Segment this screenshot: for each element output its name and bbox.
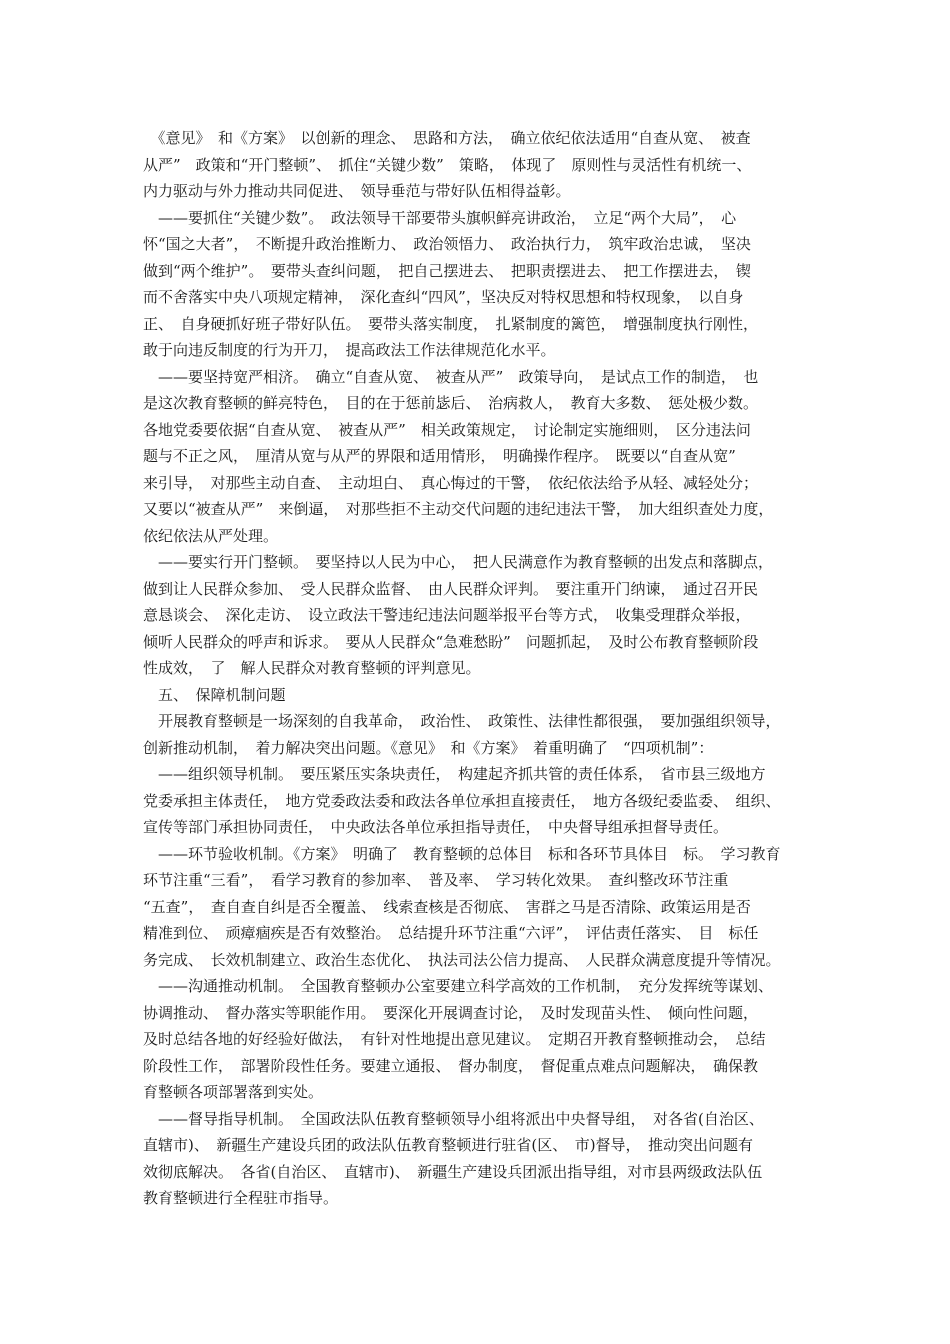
text-line: 做到“两个维护”。 要带头查纠问题， 把自己摆进去、 把职责摆进去、 把工作摆进去， 锲 [143,261,751,280]
text-line: 性成效， 了 解人民群众对教育整顿的评判意见。 [143,659,481,677]
text-line: 正、 自身硬抓好班子带好队伍。 要带头落实制度， 扎紧制度的篱笆， 增强制度执行刚性， [143,314,759,333]
text-line: ——环节验收机制。《方案》 明确了 教育整顿的总体目 标和各环节具体目 标。 学习教育 [143,844,781,863]
text-line: 各地党委要依据“自查从宽、 被查从严” 相关政策规定， 讨论制定实施细则， 区分违法问 [143,420,751,439]
text-line: 做到让人民群众参加、 受人民群众监督、 由人民群众评判。 要注重开门纳谏， 通过召开民 [143,579,759,598]
text-line: 务完成、 长效机制建立、政治生态优化、 执法司法公信力提高、 人民群众满意度提升等情况。 [143,950,781,969]
text-line: 直辖市)、 新疆生产建设兵团的政法队伍教育整顿进行驻省(区、 市)督导， 推动突出问题有 [143,1136,754,1154]
text-line: 协调推动、 督办落实等职能作用。 要深化开展调查讨论， 及时发现苗头性、 倾向性问题， [143,1003,759,1022]
document-body [143,125,823,1212]
text-line: 是这次教育整顿的鲜亮特色， 目的在于惩前毖后、 治病救人， 教育大多数、 惩处极少数。 [143,394,759,412]
text-line: 教育整顿进行全程驻市指导。 [143,1189,339,1207]
text-line: 精准到位、 顽瘴痼疾是否有效整治。 总结提升环节注重“六评”， 评估责任落实、 目 标任 [143,924,759,942]
text-line: 依纪依法从严处理。 [143,526,279,545]
text-line: 敢于向违反制度的行为开刀， 提高政法工作法律规范化水平。 [143,341,556,359]
text-line: 《意见》 和《方案》 以创新的理念、 思路和方法， 确立依纪依法适用“自查从宽、 被查 [143,129,751,147]
text-line: 宣传等部门承担协同责任， 中央政法各单位承担指导责任， 中央督导组承担督导责任。 [143,818,729,836]
text-line: 阶段性工作， 部署阶段性任务。要建立通报、 督办制度， 督促重点难点问题解决， 确保教 [143,1056,759,1075]
text-line: 创新推动机制， 着力解决突出问题。《意见》 和《方案》 着重明确了 “四项机制”： [143,738,714,757]
text-line: ——沟通推动机制。 全国教育整顿办公室要建立科学高效的工作机制， 充分发挥统等谋划、 [143,977,774,995]
text-line: 来引导， 对那些主动自查、 主动坦白、 真心悔过的干警， 依纪依法给予从轻、减轻处分； [143,473,759,492]
text-line: 从严” 政策和“开门整顿”、 抓住“关键少数” 策略， 体现了 原则性与灵活性有机统一、 [143,155,752,174]
text-line: ——要抓住“关键少数”。 政法领导干部要带头旗帜鲜亮讲政治， 立足“两个大局”， 心 [143,208,737,227]
text-line: 五、 保障机制问题 [143,685,286,704]
text-line: 内力驱动与外力推动共同促进、 领导垂范与带好队伍相得益彰。 [143,182,571,200]
text-line: 党委承担主体责任， 地方党委政法委和政法各单位承担直接责任， 地方各级纪委监委、 组织、 [143,791,781,810]
text-line: 及时总结各地的好经验好做法， 有针对性地提出意见建议。 定期召开教育整顿推动会， 总结 [143,1030,766,1048]
text-line: 育整顿各项部署落到实处。 [143,1083,324,1101]
text-line: 又要以“被查从严” 来倒逼， 对那些拒不主动交代问题的违纪违法干警， 加大组织查处力度， [143,500,774,518]
text-line: ——督导指导机制。 全国政法队伍教育整顿领导小组将派出中央督导组， 对各省(自治区、 [143,1109,764,1128]
text-line: 而不舍落实中央八项规定精神， 深化查纠“四风”，坚决反对特权思想和特权现象， 以自身 [143,288,744,306]
text-line: 怀“国之大者”， 不断提升政治推断力、 政治领悟力、 政治执行力， 筑牢政治忠诚， 坚决 [143,235,751,253]
text-line: 倾听人民群众的呼声和诉求。 要从人民群众“急难愁盼” 问题抓起， 及时公布教育整顿阶段 [143,632,759,651]
text-line: 开展教育整顿是一场深刻的自我革命， 政治性、 政策性、法律性都很强， 要加强组织领导， [143,712,781,730]
text-line: 意恳谈会、 深化走访、 设立政法干警违纪违法问题举报平台等方式， 收集受理群众举报， [143,606,751,624]
text-line: 题与不正之风， 厘清从宽与从严的界限和适用情形， 明确操作程序。 既要以“自查从宽” [143,447,736,465]
text-line: ——组织领导机制。 要压紧压实条块责任， 构建起齐抓共管的责任体系， 省市县三级地方 [143,765,766,783]
text-line: ——要实行开门整顿。 要坚持以人民为中心， 把人民满意作为教育整顿的出发点和落脚点， [143,553,774,571]
text-line: 环节注重“三看”， 看学习教育的参加率、 普及率、 学习转化效果。 查纠整改环节注重 [143,871,729,889]
text-line: ——要坚持宽严相济。 确立“自查从宽、 被查从严” 政策导向， 是试点工作的制造， 也 [143,367,759,386]
text-line: 效彻底解决。 各省(自治区、 直辖市)、 新疆生产建设兵团派出指导组，对市县两级政法队伍 [143,1162,763,1181]
text-line: “五查”， 查自查自纠是否全覆盖、 线索查核是否彻底、 害群之马是否清除、政策运用是否 [143,897,751,916]
